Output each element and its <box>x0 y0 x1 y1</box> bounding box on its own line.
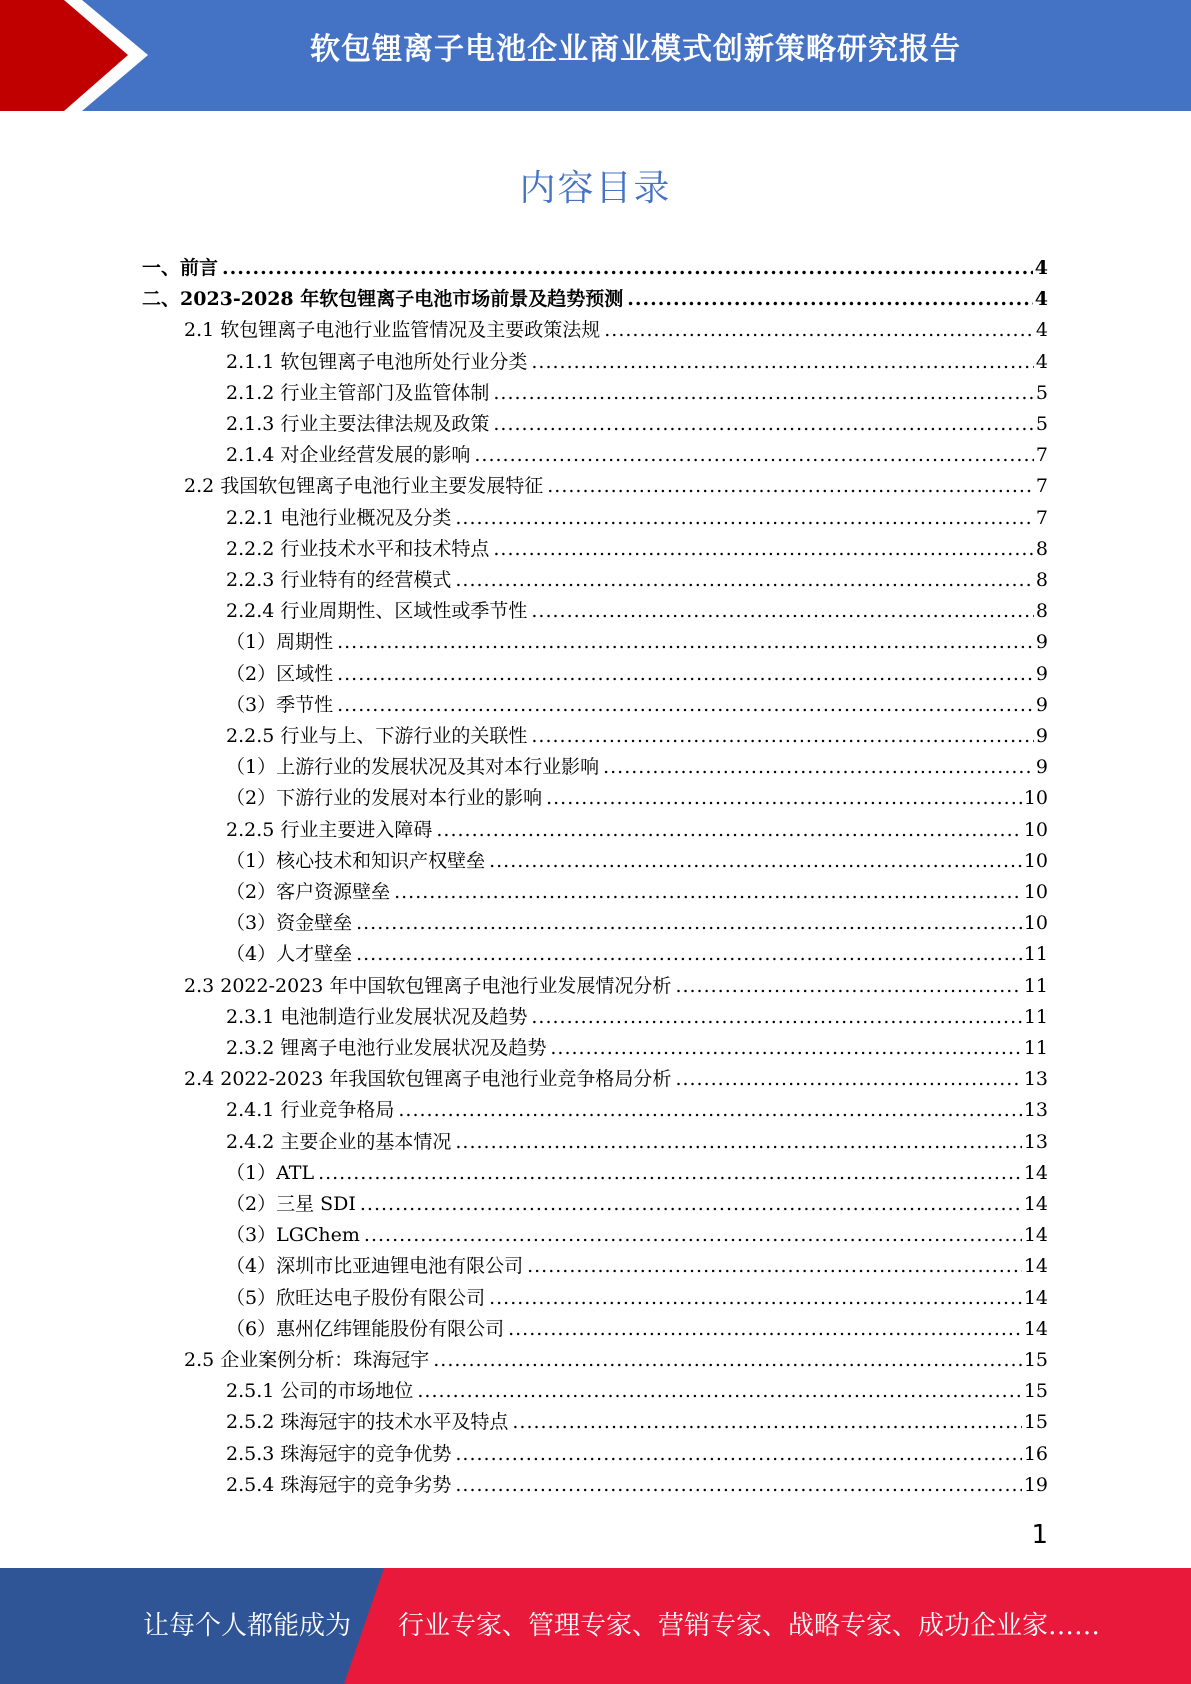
toc-dot-leader <box>433 1345 1022 1376</box>
toc-entry-title: （3）资金壁垒 <box>226 912 353 935</box>
toc-entry-page: 15 <box>1023 1380 1048 1403</box>
toc-dot-leader <box>455 1470 1021 1501</box>
toc-entry-page: 13 <box>1023 1099 1048 1122</box>
toc-entry-title: 2.3 2022-2023 年中国软包锂离子电池行业发展情况分析 <box>184 974 672 997</box>
toc-entry[interactable] <box>226 1376 1048 1407</box>
toc-entry-page: 13 <box>1023 1130 1048 1153</box>
toc-entry-page: 11 <box>1023 1037 1048 1059</box>
toc-entry-title: 二、2023-2028 年软包锂离子电池市场前景及趋势预测 <box>142 288 624 311</box>
toc-entry-page: 7 <box>1035 475 1048 498</box>
toc-entry-title: 2.5.1 公司的市场地位 <box>226 1380 414 1403</box>
toc-entry[interactable] <box>226 1189 1048 1220</box>
toc-entry-title: 2.2 我国软包锂离子电池行业主要发展特征 <box>184 475 544 498</box>
toc-entry-title: 2.2.4 行业周期性、区域性或季节性 <box>226 600 528 623</box>
toc-entry-page: 8 <box>1035 600 1048 623</box>
toc-entry-title: 2.2.1 电池行业概况及分类 <box>226 506 452 529</box>
toc-entry-page: 11 <box>1023 1005 1048 1028</box>
toc-dot-leader <box>455 565 1034 596</box>
toc-entry[interactable] <box>226 877 1048 908</box>
toc-entry[interactable] <box>226 846 1048 877</box>
toc-entry-title: （2）下游行业的发展对本行业的影响 <box>226 787 543 810</box>
toc-entry-title: 2.2.3 行业特有的经营模式 <box>226 569 452 591</box>
toc-entry-page: 14 <box>1023 1193 1048 1215</box>
toc-entry-page: 13 <box>1023 1068 1048 1091</box>
toc-entry[interactable] <box>226 721 1048 752</box>
toc-entry[interactable] <box>226 440 1048 471</box>
toc-entry[interactable] <box>226 1033 1048 1064</box>
toc-entry-title: （3）季节性 <box>226 693 334 716</box>
toc-entry[interactable] <box>226 1002 1048 1033</box>
toc-dot-leader <box>493 378 1034 409</box>
toc-dot-leader <box>627 284 1033 315</box>
header-banner <box>0 0 1191 111</box>
toc-entry[interactable] <box>226 1439 1048 1470</box>
toc-entry-title: 2.5.4 珠海冠宇的竞争劣势 <box>226 1473 452 1496</box>
toc-entry[interactable] <box>226 1158 1048 1189</box>
toc-entry[interactable] <box>142 284 1048 315</box>
toc-entry-page: 5 <box>1035 381 1048 404</box>
toc-entry-page: 14 <box>1023 1161 1048 1184</box>
toc-entry-title: （1）周期性 <box>226 631 334 654</box>
toc-entry-title: （4）人才壁垒 <box>226 943 353 966</box>
toc-entry-title: （1）上游行业的发展状况及其对本行业影响 <box>226 756 600 779</box>
toc-entry-page: 8 <box>1035 569 1048 591</box>
toc-dot-leader <box>527 1251 1022 1282</box>
toc-entry[interactable] <box>184 1064 1048 1095</box>
toc-entry[interactable] <box>226 690 1048 721</box>
toc-dot-leader <box>675 971 1021 1002</box>
toc-entry-page: 9 <box>1035 725 1048 747</box>
toc-entry-page: 9 <box>1035 693 1048 716</box>
toc-entry-title: 2.4 2022-2023 年我国软包锂离子电池行业竞争格局分析 <box>184 1068 672 1091</box>
toc-entry-title: 2.3.2 锂离子电池行业发展状况及趋势 <box>226 1037 547 1059</box>
toc-dot-leader <box>364 1220 1022 1251</box>
toc-entry-title: （1）核心技术和知识产权壁垒 <box>226 849 486 872</box>
toc-dot-leader <box>547 471 1034 502</box>
toc-entry[interactable] <box>226 1251 1048 1282</box>
toc-entry-title: （5）欣旺达电子股份有限公司 <box>226 1286 486 1309</box>
toc-entry[interactable] <box>226 1470 1048 1501</box>
toc-entry[interactable] <box>226 1220 1048 1251</box>
toc-dot-leader <box>508 1314 1022 1345</box>
toc-dot-leader <box>603 752 1034 783</box>
toc-entry-page: 10 <box>1023 818 1048 841</box>
toc-entry-page: 10 <box>1023 881 1048 903</box>
toc-dot-leader <box>394 877 1022 908</box>
toc-entry-page: 9 <box>1035 631 1048 654</box>
toc-dot-leader <box>337 627 1034 658</box>
toc-entry-page: 9 <box>1035 662 1048 685</box>
toc-entry-title: 2.4.2 主要企业的基本情况 <box>226 1130 452 1153</box>
toc-entry-page: 5 <box>1035 413 1048 435</box>
toc-entry[interactable] <box>226 596 1048 627</box>
toc-dot-leader <box>675 1064 1021 1095</box>
toc-dot-leader <box>550 1033 1021 1064</box>
toc-entry-page: 4 <box>1034 288 1048 311</box>
toc-heading: 内容目录 <box>519 168 672 209</box>
toc-entry-title: （2）区域性 <box>226 662 334 685</box>
toc-entry-title: 2.1.4 对企业经营发展的影响 <box>226 444 471 467</box>
toc-entry-title: 2.5.2 珠海冠宇的技术水平及特点 <box>226 1411 509 1434</box>
toc-entry-title: 一、前言 <box>142 257 219 279</box>
toc-dot-leader <box>222 253 1033 284</box>
toc-entry[interactable] <box>184 1345 1048 1376</box>
toc-dot-leader <box>356 939 1022 970</box>
toc-entry-title: 2.4.1 行业竞争格局 <box>226 1099 395 1122</box>
toc-entry-title: 2.1.3 行业主要法律法规及政策 <box>226 413 490 435</box>
toc-entry-page: 14 <box>1023 1255 1048 1278</box>
toc-entry[interactable] <box>226 659 1048 690</box>
toc-dot-leader <box>356 908 1022 939</box>
toc-dot-leader <box>546 783 1022 814</box>
toc-entry[interactable] <box>226 939 1048 970</box>
toc-dot-leader <box>436 815 1021 846</box>
toc-entry-page: 14 <box>1023 1224 1048 1247</box>
toc-entry[interactable] <box>226 908 1048 939</box>
toc-entry-page: 11 <box>1023 974 1048 997</box>
toc-entry[interactable] <box>184 315 1048 346</box>
toc-entry[interactable] <box>226 565 1048 596</box>
footer-slogan-right: 行业专家、管理专家、营销专家、战略专家、成功企业家…… <box>398 1611 1101 1641</box>
toc-entry-title: 2.5.3 珠海冠宇的竞争优势 <box>226 1442 452 1465</box>
toc-dot-leader <box>455 1127 1021 1158</box>
toc-dot-leader <box>531 1002 1021 1033</box>
toc-dot-leader <box>360 1189 1022 1220</box>
toc-entry-page: 4 <box>1035 350 1048 373</box>
toc-entry-page: 11 <box>1023 943 1048 966</box>
toc-dot-leader <box>489 846 1022 877</box>
toc-entry[interactable] <box>226 534 1048 565</box>
toc-entry[interactable] <box>226 1127 1048 1158</box>
toc-dot-leader <box>493 534 1034 565</box>
toc-dot-leader <box>398 1095 1021 1126</box>
toc-dot-leader <box>455 1439 1021 1470</box>
toc-entry-title: 2.1.2 行业主管部门及监管体制 <box>226 381 490 404</box>
toc-entry-page: 15 <box>1023 1349 1048 1371</box>
toc-entry-page: 9 <box>1035 756 1048 779</box>
toc-dot-leader <box>493 409 1034 440</box>
toc-dot-leader <box>417 1376 1021 1407</box>
toc-entry-page: 15 <box>1023 1411 1048 1434</box>
toc-dot-leader <box>531 347 1034 378</box>
toc-entry-page: 7 <box>1035 506 1048 529</box>
toc-entry-title: 2.1.1 软包锂离子电池所处行业分类 <box>226 350 528 373</box>
toc-entry[interactable] <box>226 409 1048 440</box>
toc-entry-title: （4）深圳市比亚迪锂电池有限公司 <box>226 1255 524 1278</box>
toc-dot-leader <box>512 1407 1021 1438</box>
toc-entry[interactable] <box>226 752 1048 783</box>
toc-entry[interactable] <box>226 815 1048 846</box>
toc-entry-title: 2.2.5 行业主要进入障碍 <box>226 818 433 841</box>
toc-entry[interactable] <box>226 1095 1048 1126</box>
toc-entry-page: 14 <box>1023 1286 1048 1309</box>
toc-dot-leader <box>531 721 1034 752</box>
toc-entry-title: （1）ATL <box>226 1161 315 1184</box>
toc-dot-leader <box>455 503 1034 534</box>
toc-entry[interactable] <box>226 1314 1048 1345</box>
toc-entry-page: 8 <box>1035 537 1048 560</box>
toc-entry-page: 10 <box>1023 787 1048 810</box>
toc-entry-page: 14 <box>1023 1317 1048 1340</box>
toc-dot-leader <box>337 659 1034 690</box>
toc-entry-page: 4 <box>1035 319 1048 342</box>
toc-dot-leader <box>318 1158 1022 1189</box>
toc-entry[interactable] <box>226 503 1048 534</box>
toc-entry[interactable] <box>226 783 1048 814</box>
toc-entry-title: 2.1 软包锂离子电池行业监管情况及主要政策法规 <box>184 319 601 342</box>
toc-entry-page: 10 <box>1023 912 1048 935</box>
toc-dot-leader <box>474 440 1034 471</box>
toc-entry-title: （6）惠州亿纬锂能股份有限公司 <box>226 1317 505 1340</box>
toc-entry-page: 19 <box>1023 1473 1048 1496</box>
toc-entry-title: （2）三星 SDI <box>226 1193 356 1215</box>
toc-entry[interactable] <box>184 471 1048 502</box>
toc-entry-page: 16 <box>1023 1442 1048 1465</box>
toc-entry[interactable] <box>184 971 1048 1002</box>
toc-entry[interactable] <box>226 1407 1048 1438</box>
toc-entry-page: 4 <box>1034 257 1048 279</box>
toc-entry[interactable] <box>226 627 1048 658</box>
toc-entry-title: 2.2.5 行业与上、下游行业的关联性 <box>226 725 528 747</box>
toc-entry[interactable] <box>226 1283 1048 1314</box>
report-title: 软包锂离子电池企业商业模式创新策略研究报告 <box>310 32 961 67</box>
footer-slogan-left: 让每个人都能成为 <box>143 1611 352 1641</box>
page-number: 1 <box>1031 1520 1048 1550</box>
toc-entry-page: 7 <box>1035 444 1048 467</box>
toc-entry[interactable] <box>226 378 1048 409</box>
toc-dot-leader <box>337 690 1034 721</box>
toc-entry-page: 10 <box>1023 849 1048 872</box>
toc-entry-title: 2.2.2 行业技术水平和技术特点 <box>226 537 490 560</box>
toc-entry-title: 2.3.1 电池制造行业发展状况及趋势 <box>226 1005 528 1028</box>
toc-entry[interactable] <box>142 253 1048 284</box>
toc-entry-title: （3）LGChem <box>226 1224 360 1247</box>
toc-dot-leader <box>489 1283 1022 1314</box>
toc-dot-leader <box>604 315 1034 346</box>
toc-entry[interactable] <box>226 347 1048 378</box>
toc-entry-title: 2.5 企业案例分析：珠海冠宇 <box>184 1349 430 1371</box>
footer-banner <box>0 1568 1191 1684</box>
toc-dot-leader <box>531 596 1034 627</box>
toc-entry-title: （2）客户资源壁垒 <box>226 881 391 903</box>
